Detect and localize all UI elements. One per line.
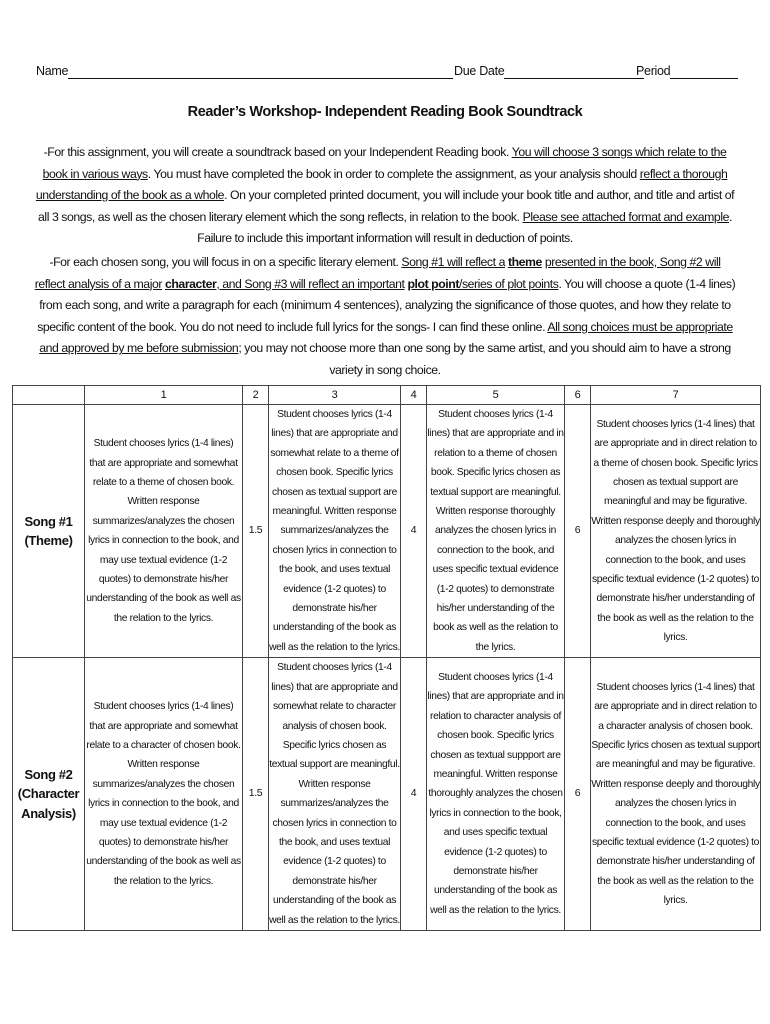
criteria-level-3: Student chooses lyrics (1-4 lines) that are appropriate and somewhat relate to a theme of chosen book. Specific lyrics chosen as textual support are meaningful. Written response summarizes/analyzes the chosen lyrics in connection to the book, and uses textual evidence (1-2 quotes) to demonstrate his/her understanding of the book as well as the relation to the lyrics.	[269, 405, 401, 658]
criteria-level-7: Student chooses lyrics (1-4 lines) that are appropriate and in direct relation to a character analysis of chosen book. Specific lyrics chosen as textual support are meaningful and may be figurative. Written response deeply and thoroughly analyzes the chosen lyrics in connection to the book, and uses specific textual evidence (1-2 quotes) to demonstrate his/her understanding of the book as well as the relation to the lyrics.	[591, 658, 761, 931]
score-level-6: 6	[565, 658, 591, 931]
assignment-overview-paragraph	[34, 142, 736, 250]
score-level-2: 1.5	[243, 405, 269, 658]
criteria-level-5: Student chooses lyrics (1-4 lines) that are appropriate and in relation to character analysis of chosen book. Specific lyrics chosen as textual suppport are meaningful. Written response thoroughly analyzes the chosen lyrics in connection to the book, and uses specific textual evidence (1-2 quotes) to demonstrate his/her understanding of the book as well as the relation to the lyrics.	[427, 658, 565, 931]
rubric-column-header: 1	[85, 386, 243, 405]
requirements-emphasis: /series of plot points	[458, 276, 559, 291]
document-title: Reader’s Workshop- Independent Reading Book Soundtrack	[187, 104, 583, 120]
requirements-emphasis-bold	[165, 277, 216, 291]
score-level-4: 4	[401, 405, 427, 658]
row-label-line: Analysis)	[21, 805, 76, 821]
criteria-level-3: Student chooses lyrics (1-4 lines) that are appropriate and somewhat relate to character analysis of chosen book. Specific lyrics chosen as textual support are meaningful. Written response summarizes/analyzes the chosen lyrics in connection to the book, and uses textual evidence (1-2 quotes) to demonstrate his/her understanding of the book as well as the relation to the lyrics.	[269, 658, 401, 931]
row-label-line: (Theme)	[24, 533, 73, 549]
overview-emphasis: You will choose 3 songs which relate to the book in various ways	[42, 145, 727, 181]
name-field[interactable]	[36, 64, 68, 78]
due-date-blank[interactable]	[504, 64, 644, 79]
score-level-6: 6	[565, 405, 591, 658]
rubric-column-header: 5	[427, 386, 565, 405]
rubric-column-header: 7	[591, 386, 761, 405]
overview-text: . You must have completed the book in order to complete the assignment, as your analysis should	[147, 166, 637, 181]
row-label-song-1	[13, 405, 85, 658]
rubric-row-song-1	[13, 405, 761, 658]
score-level-2: 1.5	[243, 658, 269, 931]
due-date-label: Due Date	[454, 64, 505, 78]
rubric-header-row	[13, 386, 761, 405]
overview-text: . Failure to include this important information will result in deduction of points.	[197, 209, 732, 246]
plot-point-keyword: plot point	[407, 276, 459, 291]
overview-emphasis: Please see attached format and example	[522, 209, 729, 224]
criteria-level-7: Student chooses lyrics (1-4 lines) that are appropriate and in direct relation to a theme of chosen book. Specific lyrics chosen as textual support are meaningful and may be figurative. Written response deeply and thoroughly analyzes the chosen lyrics in connection to the book, and uses specific textual evidence (1-2 quotes) to demonstrate his/her understanding of the book as well as the relation to the lyrics.	[591, 405, 761, 658]
rubric-column-header: 6	[565, 386, 591, 405]
requirements-emphasis: Song #1 will reflect a	[401, 255, 505, 269]
requirements-emphasis: , and Song #3 will reflect an important	[216, 276, 405, 291]
requirements-emphasis-bold	[508, 255, 542, 269]
due-date-field[interactable]	[454, 64, 504, 78]
overview-text: -For this assignment, you will create a soundtrack based on your Independent Reading book.	[43, 145, 509, 159]
name-blank[interactable]	[68, 64, 453, 79]
overview-text: . On your completed printed document, you will include your book title and author, and title and artist of all 3 songs, as well as the chosen literary element which the song reflects, in relation to the book.	[38, 188, 735, 224]
requirements-emphasis: All song choices must be appropriate and approved by me before submission	[39, 319, 733, 356]
rubric-table	[12, 385, 761, 931]
criteria-level-1: Student chooses lyrics (1-4 lines) that are appropriate and somewhat relate to a character of chosen book. Written response summarizes/analyzes the chosen lyrics in connection to the book, and may use textual evidence (1-2 quotes) to demonstrate his/her understanding of the book as well as the relation to the lyrics.	[85, 658, 243, 931]
period-blank[interactable]	[670, 64, 738, 79]
period-field[interactable]	[636, 64, 670, 78]
row-label-line: (Character	[17, 786, 80, 802]
rubric-corner-cell	[13, 386, 85, 405]
requirements-text: . You will choose a quote (1-4 lines) from each song, and write a paragraph for each (minimum 4 sentences), analyzing the significance of those quotes, and how they relate to specific content of the book. You do not need to include full lyrics for the songs- I can find these online.	[37, 276, 736, 334]
row-label-line: Song #2	[24, 767, 73, 783]
row-label-song-2	[13, 658, 85, 931]
requirements-emphasis-bold	[407, 277, 459, 291]
requirements-text: ; you may not choose more than one song by the same artist, and you should aim to have a strong variety in song choice.	[238, 341, 731, 377]
criteria-level-1: Student chooses lyrics (1-4 lines) that are appropriate and somewhat relate to a theme of chosen book. Written response summarizes/analyzes the chosen lyrics in connection to the book, and may use textual evidence (1-2 quotes) to demonstrate his/her understanding of the book as well as the relation to the lyrics.	[85, 405, 243, 658]
requirements-emphasis: presented in the book, Song #2 will reflect analysis of a major	[34, 255, 721, 291]
character-keyword: character	[164, 276, 217, 291]
rubric-column-header: 4	[401, 386, 427, 405]
requirements-text: -For each chosen song, you will focus in on a specific literary element.	[49, 255, 399, 269]
song-requirements-paragraph	[34, 252, 736, 382]
period-label: Period	[636, 64, 671, 78]
score-level-4: 4	[401, 658, 427, 931]
theme-keyword: theme	[507, 255, 542, 269]
rubric-column-header: 2	[243, 386, 269, 405]
rubric-column-header: 3	[269, 386, 401, 405]
rubric-row-song-2	[13, 658, 761, 931]
criteria-level-5: Student chooses lyrics (1-4 lines) that are appropriate and in relation to a theme of chosen book. Specific lyrics chosen as textual support are meaningful. Written response thoroughly analyzes the chosen lyrics in connection to the book, and uses specific textual evidence (1-2 quotes) to demonstrate his/her understanding of the book as well as the relation to the lyrics.	[427, 405, 565, 658]
name-label: Name	[36, 64, 69, 78]
student-info-line	[36, 64, 736, 84]
row-label-line: Song #1	[24, 513, 73, 529]
overview-emphasis: reflect a thorough understanding of the book as a whole	[35, 166, 728, 203]
